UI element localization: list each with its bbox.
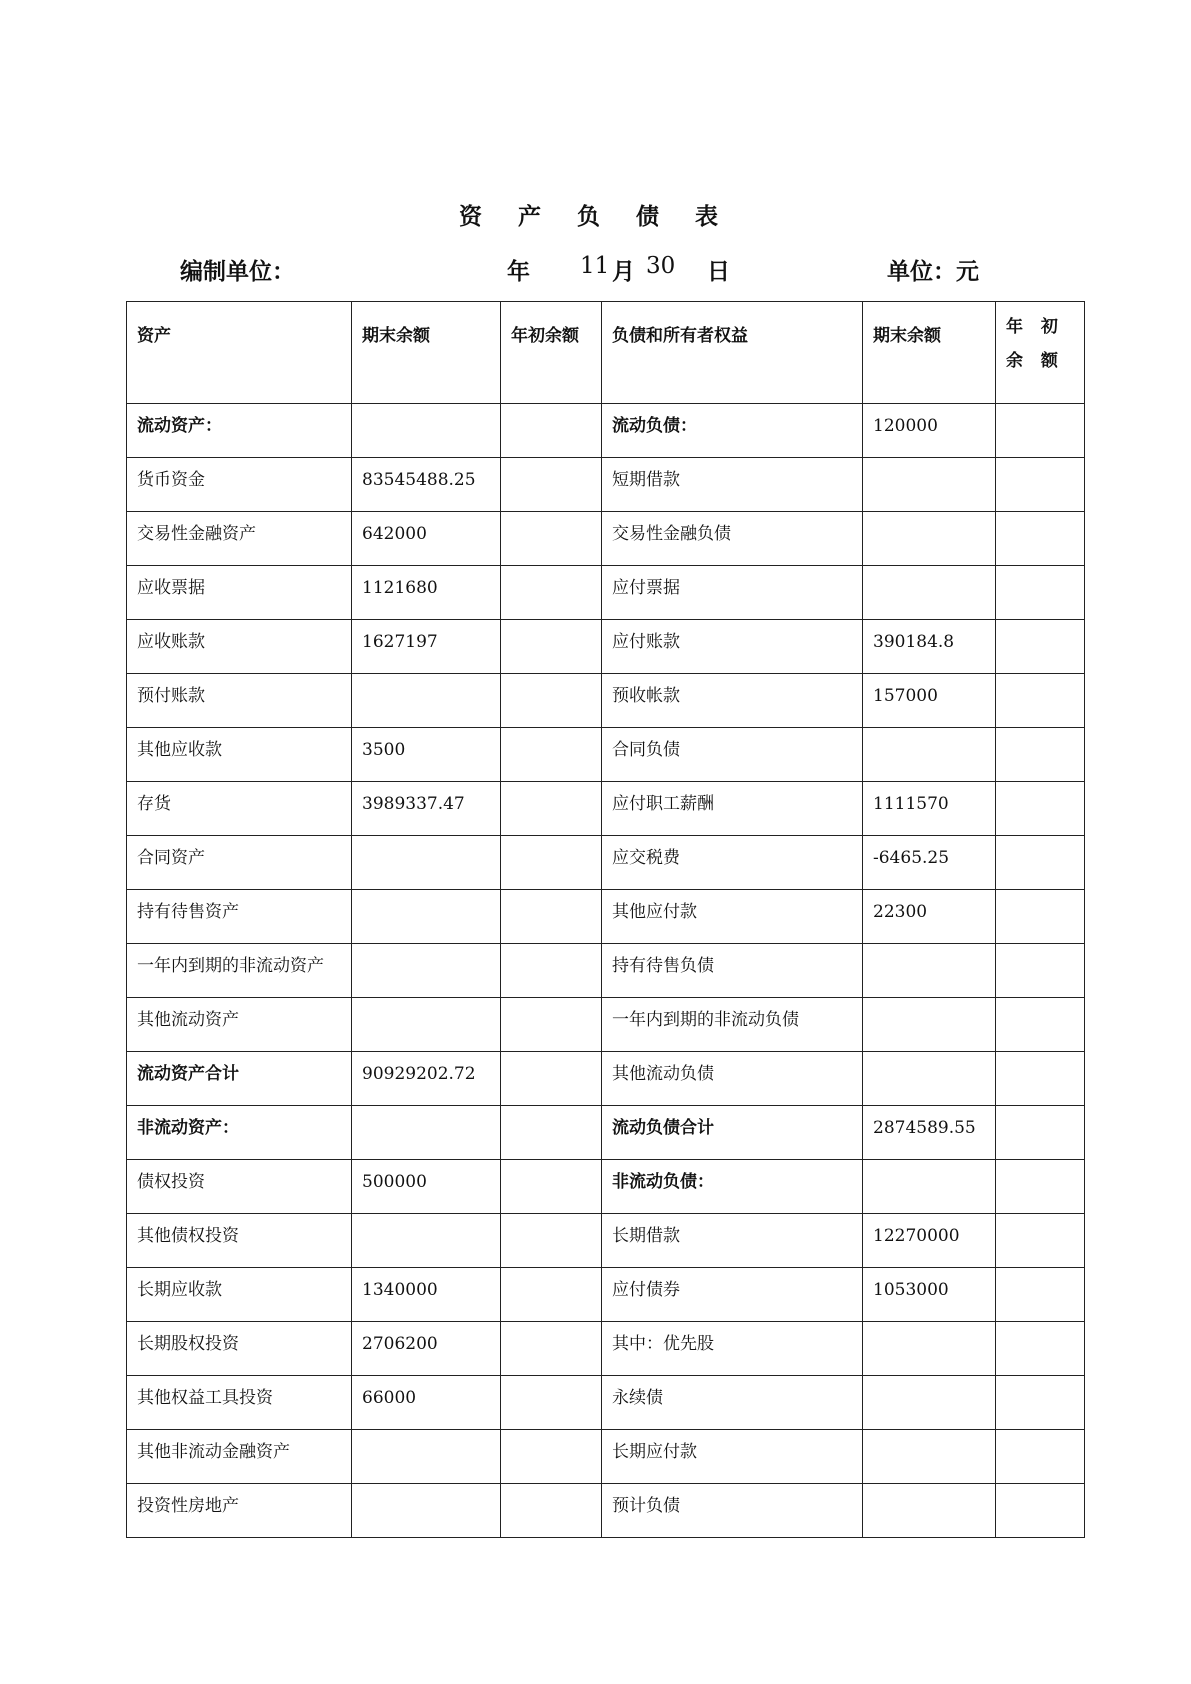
asset-begin-balance <box>501 728 602 782</box>
col-header-assets-end-balance: 期末余额 <box>352 302 501 404</box>
liability-begin-balance <box>996 998 1085 1052</box>
asset-name: 长期股权投资 <box>127 1322 352 1376</box>
asset-end-balance: 1121680 <box>352 566 501 620</box>
liability-name: 应交税费 <box>602 836 863 890</box>
asset-begin-balance <box>501 890 602 944</box>
liability-name: 预收帐款 <box>602 674 863 728</box>
asset-name: 长期应收款 <box>127 1268 352 1322</box>
liability-begin-balance <box>996 728 1085 782</box>
liability-name: 应付职工薪酬 <box>602 782 863 836</box>
liability-name: 流动负债： <box>602 404 863 458</box>
liability-end-balance <box>863 1376 996 1430</box>
liability-begin-balance <box>996 782 1085 836</box>
liability-name: 流动负债合计 <box>602 1106 863 1160</box>
liability-name: 永续债 <box>602 1376 863 1430</box>
liability-name: 应付账款 <box>602 620 863 674</box>
table-row <box>127 1052 1085 1106</box>
asset-begin-balance <box>501 1376 602 1430</box>
liability-name: 其他流动负债 <box>602 1052 863 1106</box>
liability-begin-balance <box>996 1214 1085 1268</box>
asset-name: 投资性房地产 <box>127 1484 352 1538</box>
col-header-liab-begin-balance: 年 初 余 额 <box>996 302 1085 404</box>
asset-begin-balance <box>501 458 602 512</box>
liability-name: 长期应付款 <box>602 1430 863 1484</box>
asset-end-balance <box>352 1106 501 1160</box>
currency-unit-label: 单位：元 <box>887 259 979 285</box>
asset-begin-balance <box>501 944 602 998</box>
liability-begin-balance <box>996 1322 1085 1376</box>
asset-name: 流动资产合计 <box>127 1052 352 1106</box>
liability-end-balance <box>863 1052 996 1106</box>
asset-end-balance <box>352 404 501 458</box>
table-row <box>127 620 1085 674</box>
asset-begin-balance <box>501 620 602 674</box>
liability-begin-balance <box>996 566 1085 620</box>
liability-begin-balance <box>996 1160 1085 1214</box>
asset-end-balance: 1627197 <box>352 620 501 674</box>
liability-name: 交易性金融负债 <box>602 512 863 566</box>
liability-name: 持有待售负债 <box>602 944 863 998</box>
balance-sheet-table <box>126 301 1085 1538</box>
liability-begin-balance <box>996 1052 1085 1106</box>
liability-begin-balance <box>996 512 1085 566</box>
liability-end-balance <box>863 566 996 620</box>
asset-end-balance: 2706200 <box>352 1322 501 1376</box>
table-row <box>127 1268 1085 1322</box>
liability-name: 预计负债 <box>602 1484 863 1538</box>
asset-name: 持有待售资产 <box>127 890 352 944</box>
asset-begin-balance <box>501 566 602 620</box>
asset-name: 其他应收款 <box>127 728 352 782</box>
month-value: 11 <box>580 253 610 279</box>
asset-name: 其他债权投资 <box>127 1214 352 1268</box>
liability-begin-balance <box>996 458 1085 512</box>
asset-begin-balance <box>501 1430 602 1484</box>
table-row <box>127 998 1085 1052</box>
asset-end-balance: 3989337.47 <box>352 782 501 836</box>
asset-begin-balance <box>501 1214 602 1268</box>
asset-end-balance <box>352 1430 501 1484</box>
asset-end-balance <box>352 1484 501 1538</box>
liability-end-balance <box>863 458 996 512</box>
asset-begin-balance <box>501 1160 602 1214</box>
compiling-unit-label: 编制单位： <box>180 259 295 285</box>
asset-end-balance: 1340000 <box>352 1268 501 1322</box>
liability-end-balance <box>863 944 996 998</box>
asset-begin-balance <box>501 512 602 566</box>
liability-begin-balance <box>996 404 1085 458</box>
asset-end-balance <box>352 998 501 1052</box>
asset-name: 预付账款 <box>127 674 352 728</box>
asset-name: 其他流动资产 <box>127 998 352 1052</box>
table-row <box>127 1484 1085 1538</box>
page-title: 资 产 负 债 表 <box>458 204 733 230</box>
liability-name: 长期借款 <box>602 1214 863 1268</box>
col-header-assets: 资产 <box>127 302 352 404</box>
table-row <box>127 1376 1085 1430</box>
asset-begin-balance <box>501 836 602 890</box>
asset-begin-balance <box>501 782 602 836</box>
asset-name: 非流动资产： <box>127 1106 352 1160</box>
asset-end-balance <box>352 944 501 998</box>
liability-begin-balance <box>996 944 1085 998</box>
table-row <box>127 1430 1085 1484</box>
liability-begin-balance <box>996 1268 1085 1322</box>
asset-end-balance <box>352 890 501 944</box>
liability-begin-balance <box>996 620 1085 674</box>
asset-end-balance <box>352 1214 501 1268</box>
asset-name: 应收账款 <box>127 620 352 674</box>
asset-begin-balance <box>501 1322 602 1376</box>
liability-end-balance <box>863 1430 996 1484</box>
liability-end-balance: -6465.25 <box>863 836 996 890</box>
asset-begin-balance <box>501 1052 602 1106</box>
asset-name: 交易性金融资产 <box>127 512 352 566</box>
table-row <box>127 782 1085 836</box>
asset-name: 一年内到期的非流动资产 <box>127 944 352 998</box>
asset-name: 货币资金 <box>127 458 352 512</box>
table-row <box>127 1322 1085 1376</box>
table-row <box>127 1106 1085 1160</box>
liability-name: 短期借款 <box>602 458 863 512</box>
asset-name: 流动资产： <box>127 404 352 458</box>
asset-begin-balance <box>501 1484 602 1538</box>
table-row <box>127 512 1085 566</box>
liability-name: 应付票据 <box>602 566 863 620</box>
asset-name: 其他权益工具投资 <box>127 1376 352 1430</box>
table-row <box>127 728 1085 782</box>
liability-end-balance: 120000 <box>863 404 996 458</box>
liability-name: 合同负债 <box>602 728 863 782</box>
table-row <box>127 836 1085 890</box>
liability-name: 非流动负债： <box>602 1160 863 1214</box>
liability-begin-balance <box>996 1376 1085 1430</box>
asset-begin-balance <box>501 1106 602 1160</box>
asset-end-balance <box>352 836 501 890</box>
col-header-liabilities-equity: 负债和所有者权益 <box>602 302 863 404</box>
asset-end-balance: 3500 <box>352 728 501 782</box>
col-header-liab-end-balance: 期末余额 <box>863 302 996 404</box>
asset-end-balance <box>352 674 501 728</box>
liability-end-balance <box>863 1484 996 1538</box>
liability-begin-balance <box>996 836 1085 890</box>
liability-begin-balance <box>996 1106 1085 1160</box>
col-header-assets-begin-balance: 年初余额 <box>501 302 602 404</box>
table-row <box>127 944 1085 998</box>
liability-end-balance <box>863 1160 996 1214</box>
asset-name: 债权投资 <box>127 1160 352 1214</box>
liability-name: 其中：优先股 <box>602 1322 863 1376</box>
liability-name: 一年内到期的非流动负债 <box>602 998 863 1052</box>
day-label: 日 <box>707 259 730 285</box>
liability-end-balance: 1111570 <box>863 782 996 836</box>
table-row <box>127 458 1085 512</box>
liability-begin-balance <box>996 1430 1085 1484</box>
day-value: 30 <box>646 253 676 279</box>
liability-end-balance: 390184.8 <box>863 620 996 674</box>
table-row <box>127 1214 1085 1268</box>
asset-end-balance: 642000 <box>352 512 501 566</box>
asset-name: 合同资产 <box>127 836 352 890</box>
asset-end-balance: 83545488.25 <box>352 458 501 512</box>
asset-end-balance: 66000 <box>352 1376 501 1430</box>
table-row <box>127 404 1085 458</box>
asset-begin-balance <box>501 404 602 458</box>
asset-name: 其他非流动金融资产 <box>127 1430 352 1484</box>
liability-end-balance <box>863 728 996 782</box>
liability-begin-balance <box>996 890 1085 944</box>
liability-end-balance <box>863 998 996 1052</box>
liability-end-balance: 1053000 <box>863 1268 996 1322</box>
asset-end-balance: 90929202.72 <box>352 1052 501 1106</box>
year-label: 年 <box>507 259 530 285</box>
asset-begin-balance <box>501 1268 602 1322</box>
liability-end-balance <box>863 512 996 566</box>
liability-begin-balance <box>996 674 1085 728</box>
asset-begin-balance <box>501 998 602 1052</box>
asset-begin-balance <box>501 674 602 728</box>
liability-end-balance: 157000 <box>863 674 996 728</box>
asset-name: 存货 <box>127 782 352 836</box>
asset-end-balance: 500000 <box>352 1160 501 1214</box>
table-row <box>127 890 1085 944</box>
liability-end-balance: 2874589.55 <box>863 1106 996 1160</box>
asset-name: 应收票据 <box>127 566 352 620</box>
liability-begin-balance <box>996 1484 1085 1538</box>
table-row <box>127 1160 1085 1214</box>
liability-end-balance: 12270000 <box>863 1214 996 1268</box>
liability-name: 应付债券 <box>602 1268 863 1322</box>
table-header-row <box>127 302 1085 404</box>
month-label: 月 <box>612 259 635 285</box>
table-row <box>127 566 1085 620</box>
liability-name: 其他应付款 <box>602 890 863 944</box>
liability-end-balance: 22300 <box>863 890 996 944</box>
liability-end-balance <box>863 1322 996 1376</box>
table-row <box>127 674 1085 728</box>
